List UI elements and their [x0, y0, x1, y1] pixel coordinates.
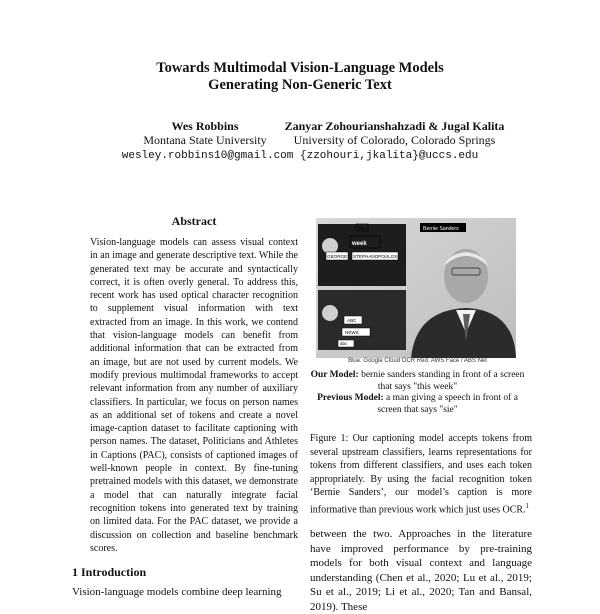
previous-model-label: Previous Model:: [317, 393, 384, 403]
figure-1-image: [316, 218, 516, 358]
author-1-name: Wes Robbins: [171, 119, 239, 133]
author-2-email[interactable]: {zzohouri,jkalita}@uccs.edu: [300, 150, 479, 162]
title-line-2: Generating Non-Generic Text: [208, 77, 392, 93]
previous-model-line-1: a man giving a speech in front of a: [383, 393, 518, 403]
our-model-line-2: that says "this week": [377, 381, 458, 392]
figure-1-panel: [310, 358, 525, 416]
caption-text: Figure 1: Our captioning model accepts tokens from several upstream classifiers, learns representations for tokens from different classifiers, and uses each token appropriately. By using the facial recognition token ‘Bernie Sanders’, our model’s caption is more informative than previous work which just uses OCR.: [310, 433, 532, 515]
figure-1-caption: [310, 432, 532, 516]
label-ocr2: STEPHANOPOULOS: [353, 254, 398, 259]
label-tag2: week: [352, 241, 367, 247]
abc-logo-bottom: [322, 305, 338, 321]
author-1-affiliation: Montana State University: [143, 133, 267, 147]
our-model-line-1: bernie sanders standing in front of a screen: [358, 370, 525, 380]
our-model-caption: [310, 370, 525, 382]
email-row: [0, 150, 600, 162]
person-face: [444, 249, 488, 303]
paper-title: [0, 60, 600, 94]
abstract-text: Vision-language models can assess visual context in an image and generate descriptive text. While the generated text may be accurate and syntactically correct, it is often overly general. To address this, recent work has used optical character recognition to supplement visual information with text extracted from an image. In this work, we contend that vision-language models can benefit from additional information that can be extracted from an image, but are not used by current models. We modify previous multimodal frameworks to accept relevant information from any number of auxiliary classifiers. In particular, we focus on person names as an additional set of tokens and create a novel image-caption dataset to facilitate captioning with person names. The dataset, Politicians and Athletes in Captions (PAC), consists of captioned images of well-known people in context. By fine-tuning pretrained models with this dataset, we demonstrate a model that can naturally integrate facial recognition tokens into generated text by training on limited data. For the PAC dataset, we provide a discussion on collection and baseline benchmark scores.: [90, 237, 298, 554]
previous-model-line-2: screen that says "sie": [377, 404, 458, 415]
figure-sublabels: Blue: Google Cloud OCR Red: AWS Face / ABS Net: [348, 358, 487, 364]
author-2-name: Zanyar Zohourianshahzadi & Jugal Kalita: [284, 119, 505, 133]
section-1-heading: 1 Introduction: [72, 565, 147, 579]
figure-photo: [316, 218, 516, 358]
label-ocr1: GEORGE: [327, 254, 348, 259]
label-person: Bernie Sanders: [423, 226, 459, 232]
abc-logo-top: [322, 238, 338, 254]
our-model-label: Our Model:: [310, 370, 359, 380]
author-2: [272, 119, 517, 147]
abstract-heading: Abstract: [171, 214, 217, 228]
previous-model-caption: [310, 393, 525, 405]
right-column-text: between the two. Approaches in the literature have improved performance by pre-training models for both visual context and language understanding (Chen et al., 2020; Lu et al., 2019; Su et al., 2019; Li et al., 2020; Tan and Bansal, 2019). These: [310, 528, 532, 613]
footnote-marker[interactable]: 1: [525, 501, 530, 510]
label-tag1: this: [358, 226, 366, 232]
author-2-affiliation: University of Colorado, Colorado Springs: [293, 133, 496, 147]
section-1-text: Vision-language models combine deep learning: [72, 586, 282, 598]
author-1-email[interactable]: wesley.robbins10@gmail.com: [121, 150, 294, 162]
abstract: [88, 214, 300, 555]
title-line-1: Towards Multimodal Vision-Language Models: [156, 60, 444, 76]
label-tag4: NEWS: [345, 330, 359, 335]
label-tag3: ABC: [347, 318, 357, 323]
label-tag5: abc: [340, 341, 348, 346]
